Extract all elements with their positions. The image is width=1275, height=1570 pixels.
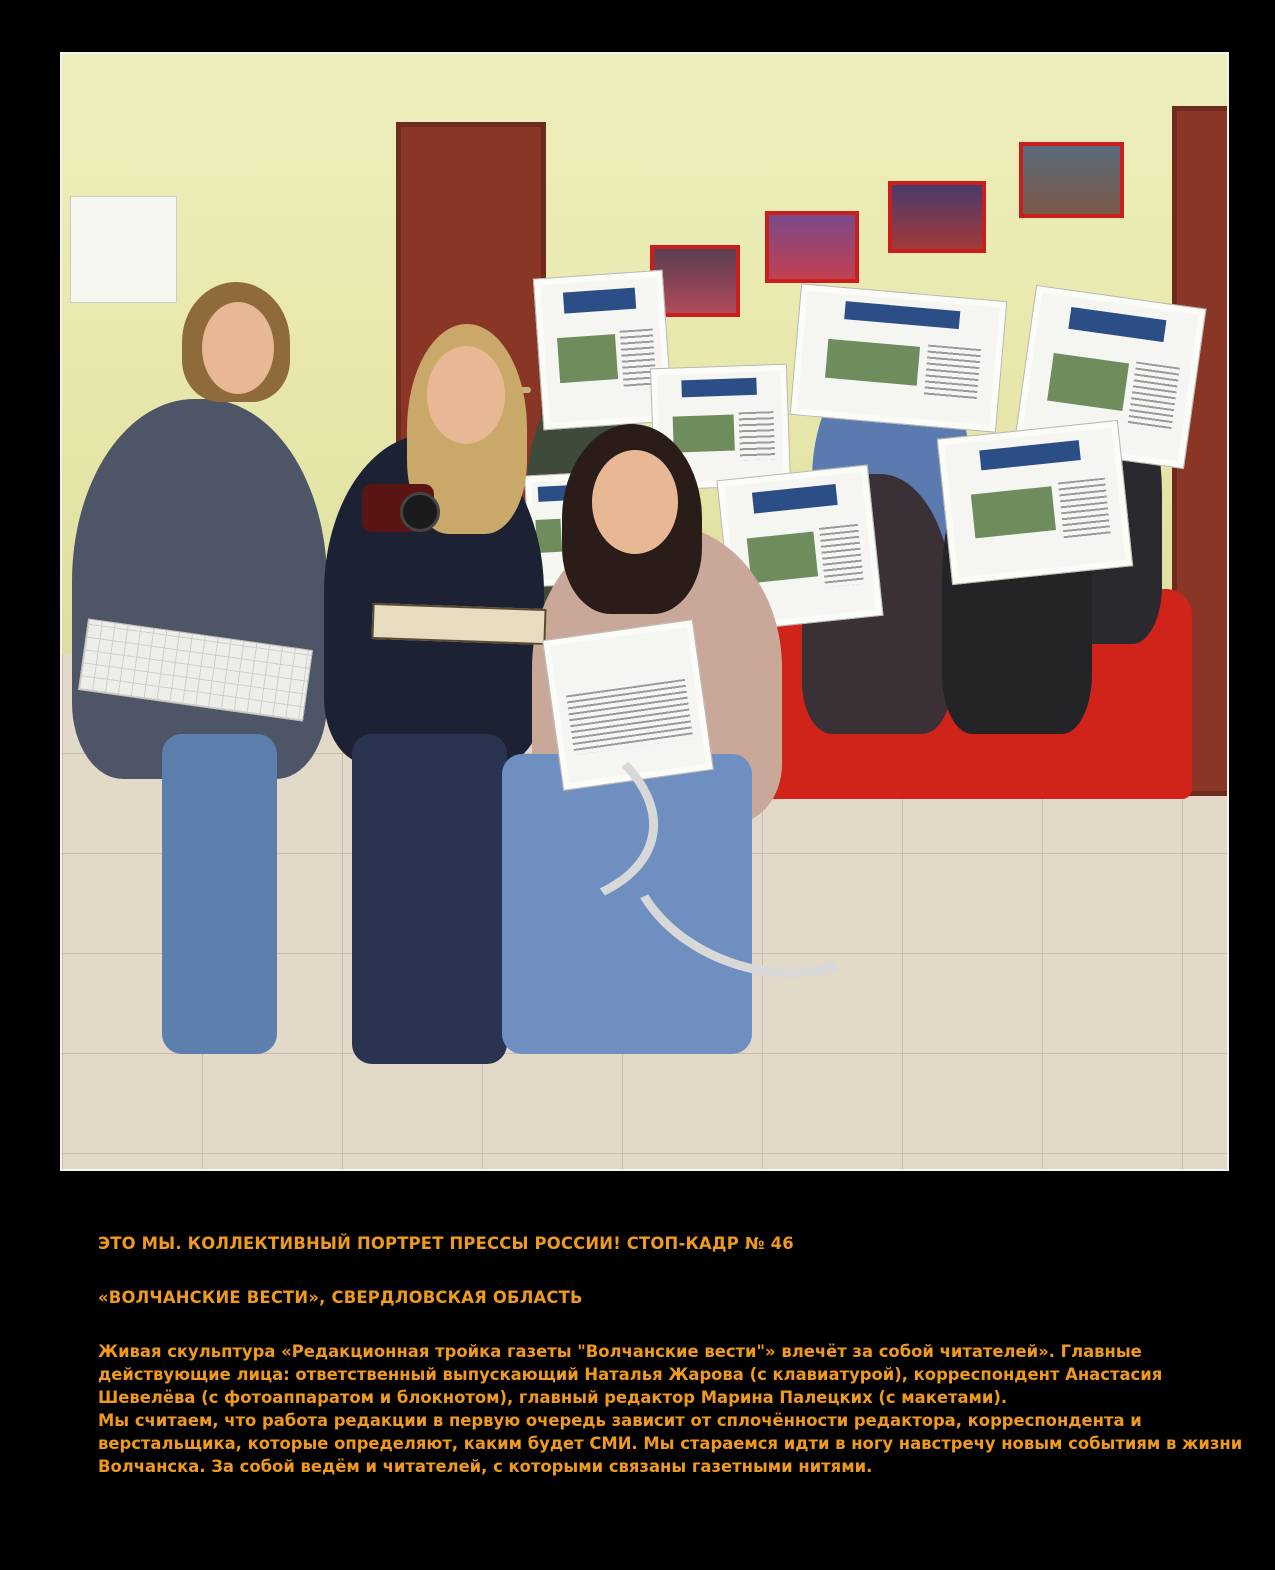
caption: [98, 1232, 1243, 1478]
picture-frame: [888, 181, 986, 253]
caption-line: Живая скульптура «Редакционная тройка газеты "Волчанские вести"» влечёт за собой читателей». Главные: [98, 1342, 1142, 1361]
face: [592, 450, 678, 554]
caption-title: ЭТО МЫ. КОЛЛЕКТИВНЫЙ ПОРТРЕТ ПРЕССЫ РОССИИ! СТОП-КАДР № 46: [98, 1234, 794, 1253]
face: [427, 346, 505, 444]
newspaper: [937, 420, 1133, 585]
caption-line: действующие лица: ответственный выпускающий Наталья Жарова (с клавиатурой), корреспондент Анастасия: [98, 1365, 1163, 1384]
wall-notice: [70, 196, 177, 303]
caption-line: Волчанска. За собой ведём и читателей, с которыми связаны газетными нитями.: [98, 1457, 873, 1476]
jeans: [162, 734, 277, 1054]
face: [202, 302, 274, 394]
newspaper: [790, 283, 1008, 433]
caption-line: Мы считаем, что работа редакции в первую очередь зависит от сплочённости редактора, корреспондента и: [98, 1411, 1142, 1430]
notebook: [371, 603, 546, 645]
camera: [362, 484, 434, 532]
caption-line: верстальщика, которые определяют, каким будет СМИ. Мы стараемся идти в ногу навстречу новым событиям в жизни: [98, 1434, 1243, 1453]
picture-frame: [1019, 142, 1124, 218]
caption-line: Шевелёва (с фотоаппаратом и блокнотом), главный редактор Марина Палецких (с макетами).: [98, 1388, 1008, 1407]
caption-source: «ВОЛЧАНСКИЕ ВЕСТИ», СВЕРДЛОВСКАЯ ОБЛАСТЬ: [98, 1288, 583, 1307]
group-photo: [60, 52, 1229, 1171]
woman-with-keyboard: [72, 399, 327, 779]
picture-frame: [765, 211, 859, 283]
lens: [400, 492, 440, 532]
